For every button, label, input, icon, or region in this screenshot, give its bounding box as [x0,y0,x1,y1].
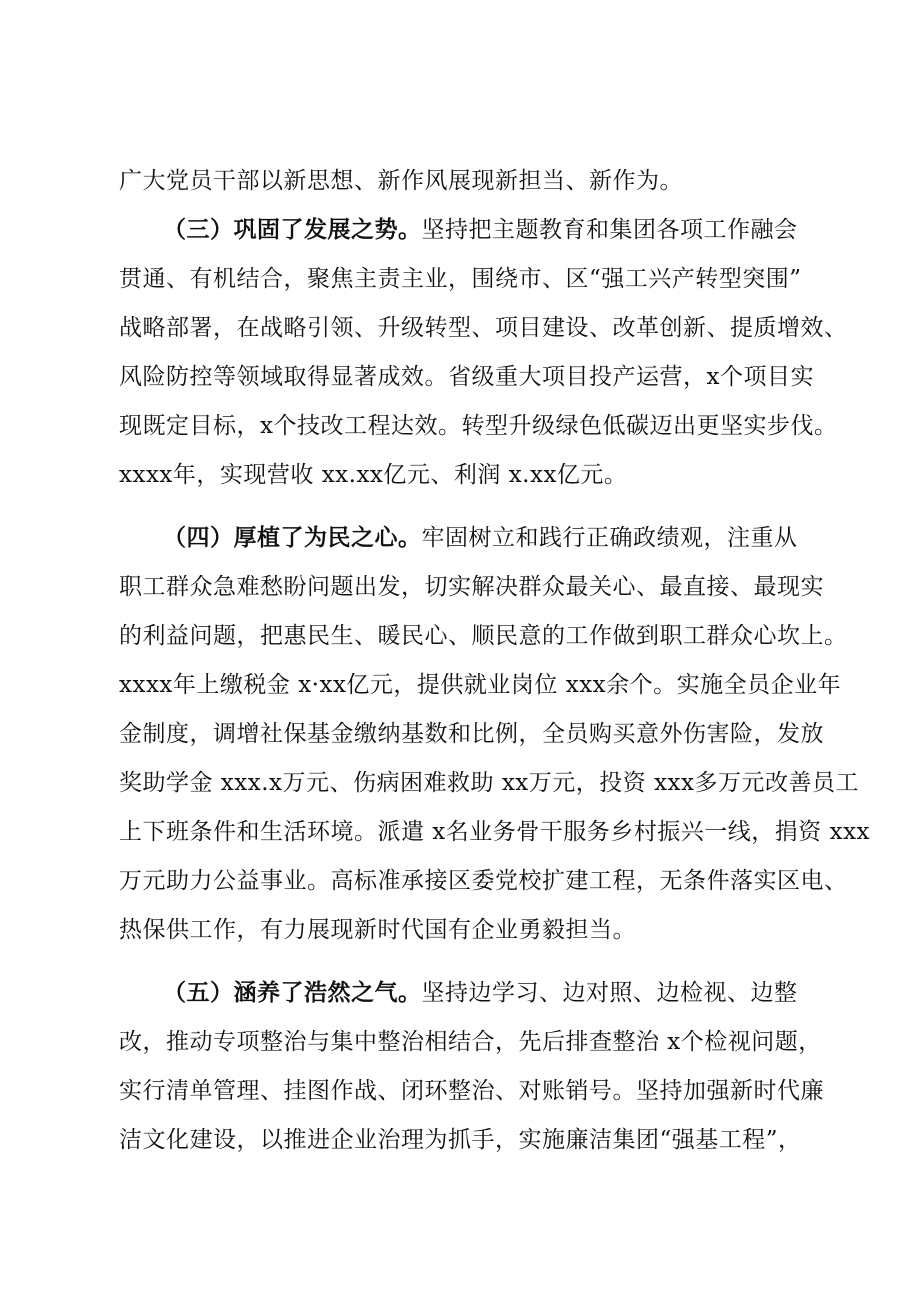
paragraph-line: 金制度，调增社保基金缴纳基数和比例，全员购买意外伤害险，发放 [119,721,824,747]
section3-heading: （三）巩固了发展之势。 [163,217,422,243]
paragraph-line: 上下班条件和生活环境。派遣 x名业务骨干服务乡村振兴一线，捐资 xxx [119,819,871,845]
paragraph-line: 现既定目标，x个技改工程达效。转型升级绿色低碳迈出更坚实步伐。 [119,413,838,439]
paragraph-line: 战略部署，在战略引领、升级转型、项目建设、改革创新、提质增效、 [119,315,848,341]
paragraph-line: 广大党员干部以新思想、新作风展现新担当、新作为。 [119,168,683,194]
paragraph-line: xxxx年上缴税金 x·xx亿元，提供就业岗位 xxx余个。实施全员企业年 [119,672,842,698]
paragraph-line: 改，推动专项整治与集中整治相结合，先后排查整治 x个检视问题， [119,1029,822,1055]
paragraph-line: 实行清单管理、挂图作战、闭环整治、对账销号。坚持加强新时代廉 [119,1078,824,1104]
paragraph-line: xxxx年，实现营收 xx.xx亿元、利润 x.xx亿元。 [119,462,628,488]
section5-heading: （五）涵养了浩然之气。 [163,980,422,1006]
paragraph-line: 风险防控等领域取得显著成效。省级重大项目投产运营，x个项目实 [119,364,814,390]
paragraph-line: 职工群众急难愁盼问题出发，切实解决群众最关心、最直接、最现实 [119,574,824,600]
section4-first-line-text: 牢固树立和践行正确政绩观，注重从 [421,525,798,551]
section3-first-line [163,211,819,249]
section3-first-line-text: 坚持把主题教育和集团各项工作融会 [421,217,798,243]
paragraph-line: 万元助力公益事业。高标准承接区委党校扩建工程，无条件落实区电、 [119,868,848,894]
paragraph-line: 洁文化建设，以推进企业治理为抓手，实施廉洁集团“强基工程”， [119,1127,802,1153]
paragraph-line: 的利益问题，把惠民生、暖民心、顺民意的工作做到职工群众心坎上。 [119,623,848,649]
paragraph-line: 贯通、有机结合，聚焦主责主业，围绕市、区“强工兴产转型突围” [119,266,802,292]
paragraph-line: 奖助学金 xxx.x万元、伤病困难救助 xx万元，投资 xxx多万元改善员工 [119,770,859,796]
section4-first-line [163,519,819,557]
section4-heading: （四）厚植了为民之心。 [163,525,422,551]
paragraph-line: 热保供工作，有力展现新时代国有企业勇毅担当。 [119,917,636,943]
section5-first-line-text: 坚持边学习、边对照、边检视、边整 [421,980,798,1006]
section5-first-line [163,974,819,1012]
